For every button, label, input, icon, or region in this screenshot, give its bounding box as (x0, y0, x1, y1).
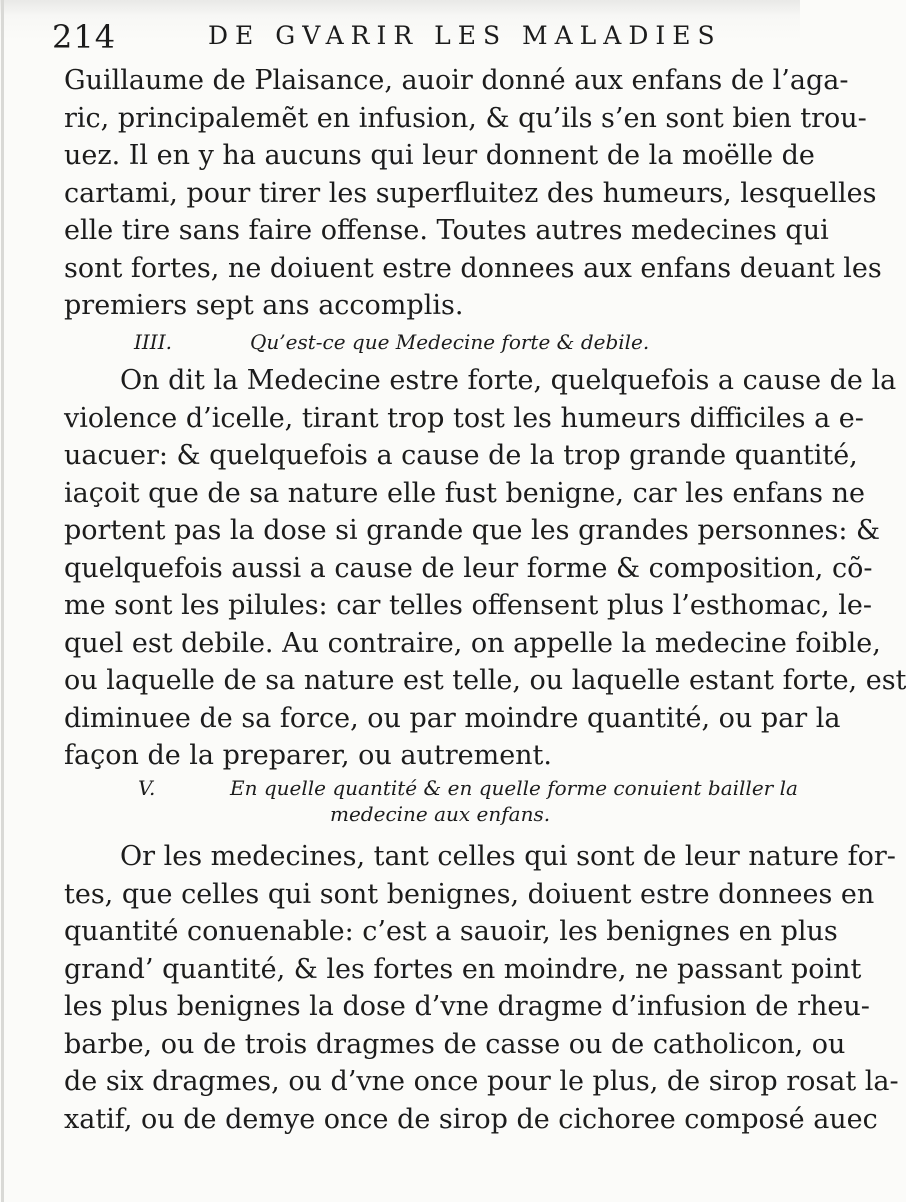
text-line: quantité conuenable: c’est a sauoir, les benignes en plus (64, 916, 838, 947)
section-4-number: IIII. (134, 330, 172, 354)
text-line: ric, principalemẽt en infusion, & qu’ils s’en sont bien trou- (64, 102, 867, 134)
text-line: cartami, pour tirer les superfluitez des humeurs, lesquelles (64, 177, 877, 209)
text-line: uacuer: & quelquefois a cause de la trop grande quantité, (64, 440, 858, 471)
text-line: de six dragmes, ou d’vne once pour le plus, de sirop rosat la- (64, 1066, 899, 1097)
text-line: Or les medecines, tant celles qui sont de leur nature for- (120, 841, 896, 872)
page-header (52, 18, 760, 58)
paragraph-2 (64, 362, 906, 775)
section-5-title-line-2: medecine aux enfans. (330, 802, 551, 826)
text-line: tes, que celles qui sont benignes, doiuent estre donnees en (64, 878, 875, 910)
text-line: diminuee de sa force, ou par moindre quantité, ou par la (64, 702, 841, 734)
section-5-number: V. (138, 776, 156, 800)
text-line: sont fortes, ne doiuent estre donnees aux enfans deuant les (64, 252, 882, 284)
text-line: me sont les pilules: car telles offensent plus l’esthomac, le- (64, 590, 872, 621)
text-line: façon de la preparer, ou autrement. (64, 740, 552, 771)
paragraph-1 (64, 62, 882, 325)
text-line: grand’ quantité, & les fortes en moindre, ne passant point (64, 953, 862, 985)
text-line: quel est debile. Au contraire, on appelle la medecine foible, (64, 627, 881, 659)
text-line: portent pas la dose si grande que les grandes personnes: & (64, 515, 881, 546)
text-line: violence d’icelle, tirant trop tost les humeurs difficiles a e- (64, 402, 864, 434)
page-edge-shadow (1, 0, 4, 1202)
text-line: premiers sept ans accomplis. (64, 290, 464, 321)
section-5-title-line-1: En quelle quantité & en quelle forme conuient bailler la (230, 776, 798, 800)
text-line: uez. Il en y ha aucuns qui leur donnent de la moëlle de (64, 140, 815, 171)
text-line: elle tire sans faire offense. Toutes autres medecines qui (64, 215, 829, 246)
text-line: Guillaume de Plaisance, auoir donné aux enfans de l’aga- (64, 65, 849, 96)
section-4-title: Qu’est-ce que Medecine forte & debile. (250, 330, 650, 354)
page-number: 214 (52, 18, 117, 56)
text-line: On dit la Medecine estre forte, quelquefois a cause de la (120, 365, 897, 396)
text-line: quelquefois aussi a cause de leur forme & composition, cõ- (64, 552, 873, 584)
paragraph-3 (64, 838, 899, 1138)
running-head: DE GVARIR LES MALADIES (208, 21, 722, 50)
text-line: iaçoit que de sa nature elle fust benigne, car les enfans ne (64, 477, 865, 509)
text-line: ou laquelle de sa nature est telle, ou laquelle estant forte, est (64, 665, 906, 696)
text-line: les plus benignes la dose d’vne dragme d’infusion de rheu- (64, 991, 870, 1022)
text-line: xatif, ou de demye once de sirop de cichoree composé auec (64, 1103, 878, 1135)
text-line: barbe, ou de trois dragmes de casse ou de catholicon, ou (64, 1028, 846, 1060)
